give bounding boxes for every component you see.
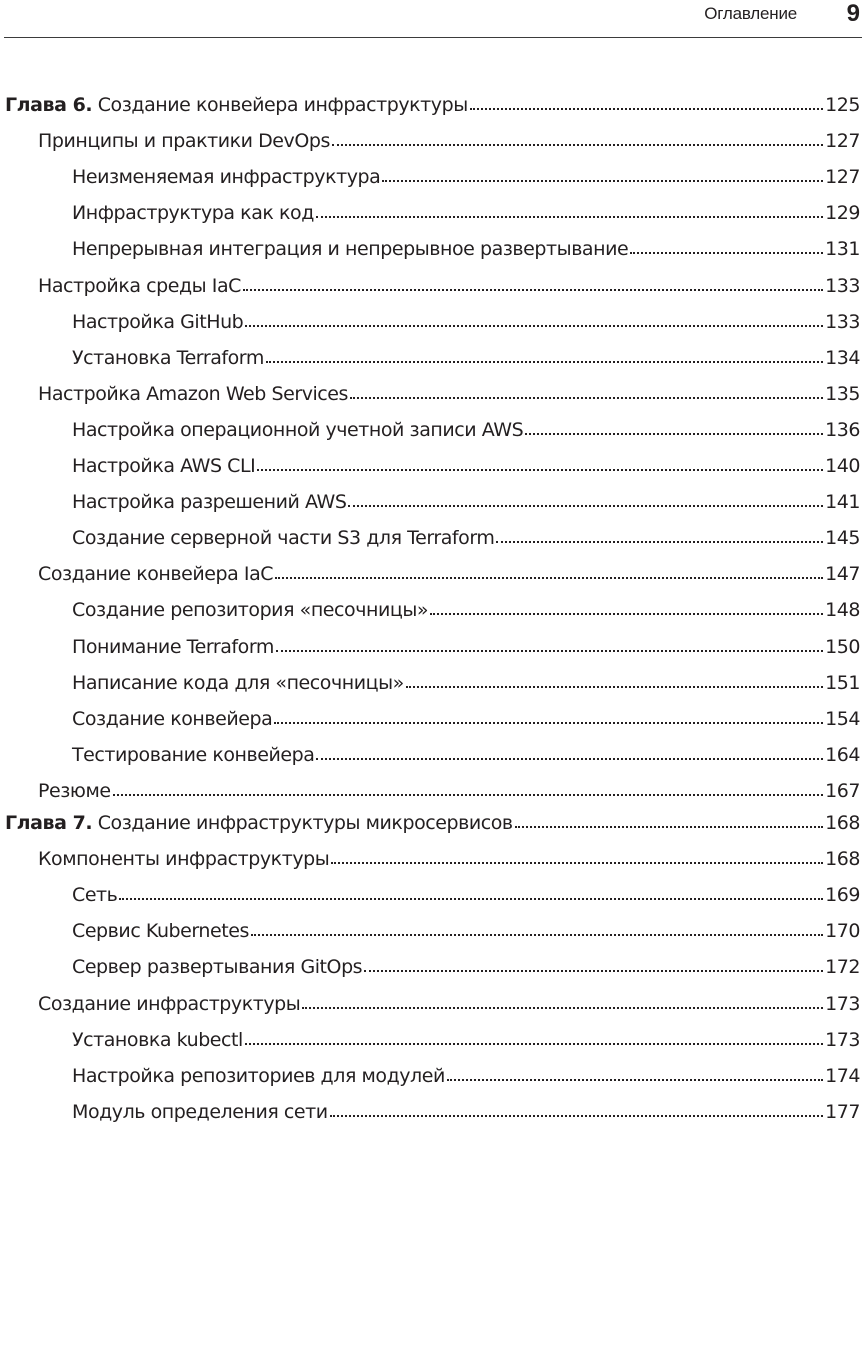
toc-subsection-entry[interactable] [72, 339, 860, 369]
toc-subsection-entry[interactable] [72, 700, 860, 730]
header-section-title: Оглавление [704, 4, 797, 23]
toc-entry-title: Сервер развертывания GitOps [72, 956, 363, 978]
dot-leader [382, 180, 823, 182]
toc-entry-title: Неизменяемая инфраструктура [72, 166, 381, 188]
toc-subsection-entry[interactable] [72, 1057, 860, 1087]
toc-subsection-entry[interactable] [72, 483, 860, 513]
toc-section-entry[interactable] [38, 375, 860, 405]
toc-entry-title: Настройка операционной учетной записи AWS [72, 419, 524, 441]
dot-leader [302, 1007, 823, 1009]
toc-page-number: 127 [825, 166, 860, 188]
toc-subsection-entry[interactable] [72, 591, 860, 621]
toc-page-number: 169 [825, 884, 860, 906]
toc-section-entry[interactable] [38, 122, 860, 152]
toc-subsection-entry[interactable] [72, 736, 860, 766]
toc-entry-title: Тестирование конвейера [72, 744, 315, 766]
dot-leader [430, 613, 823, 615]
toc-entry-title: Резюме [38, 780, 111, 802]
dot-leader [257, 469, 823, 471]
toc-entry-title: Установка kubectl [72, 1029, 243, 1051]
toc-subsection-entry[interactable] [72, 1093, 860, 1123]
toc-entry-title: Сервис Kubernetes [72, 920, 249, 942]
toc-chapter-prefix: Глава 7. [5, 812, 93, 834]
toc-section-entry[interactable] [38, 772, 860, 802]
toc-chapter-prefix: Глава 6. [5, 94, 93, 116]
dot-leader [330, 1115, 823, 1117]
toc-subsection-entry[interactable] [72, 447, 860, 477]
toc-page-number: 174 [825, 1065, 860, 1087]
toc-entry-title: Написание кода для «песочницы» [72, 672, 404, 694]
toc-subsection-entry[interactable] [72, 411, 860, 441]
toc-entry-title: Настройка AWS CLI [72, 455, 256, 477]
toc-entry-title: Инфраструктура как код [72, 202, 314, 224]
toc-page-number: 168 [825, 812, 860, 834]
dot-leader [276, 650, 823, 652]
toc-page-number: 131 [825, 238, 860, 260]
dot-leader [630, 252, 823, 254]
toc-entry-title: Принципы и практики DevOps [38, 130, 330, 152]
toc-page-number: 141 [825, 491, 860, 513]
toc-chapter-name: Создание конвейера инфраструктуры [92, 94, 468, 116]
toc-entry-title: Настройка репозиториев для модулей [72, 1065, 445, 1087]
dot-leader [470, 108, 823, 110]
toc-entry-title: Создание репозитория «песочницы» [72, 599, 429, 621]
toc-page-number: 172 [825, 956, 860, 978]
dot-leader [348, 505, 823, 507]
toc-chapter-heading[interactable] [5, 804, 860, 834]
toc-chapter-name: Создание инфраструктуры микросервисов [92, 812, 513, 834]
toc-page-number: 147 [825, 563, 860, 585]
toc-page-number: 133 [825, 275, 860, 297]
dot-leader [496, 541, 823, 543]
dot-leader [316, 216, 823, 218]
toc-subsection-entry[interactable] [72, 194, 860, 224]
toc-entry-title: Компоненты инфраструктуры [38, 848, 330, 870]
toc-subsection-entry[interactable] [72, 158, 860, 188]
dot-leader [316, 758, 823, 760]
toc-page-number: 151 [825, 672, 860, 694]
toc-subsection-entry[interactable] [72, 912, 860, 942]
toc-entry-title: Непрерывная интеграция и непрерывное развертывание [72, 238, 629, 260]
dot-leader [406, 686, 823, 688]
toc-chapter-title [5, 94, 468, 116]
toc-entry-title: Установка Terraform [72, 347, 264, 369]
toc-page-number: 150 [825, 636, 860, 658]
toc-subsection-entry[interactable] [72, 303, 860, 333]
toc-page-number: 125 [825, 94, 860, 116]
toc-entry-title: Настройка среды IaC [38, 275, 241, 297]
toc-subsection-entry[interactable] [72, 664, 860, 694]
dot-leader [332, 144, 823, 146]
toc-page-number: 170 [825, 920, 860, 942]
toc-entry-title: Создание серверной части S3 для Terraform [72, 527, 495, 549]
dot-leader [447, 1079, 823, 1081]
toc-page-number: 177 [825, 1101, 860, 1123]
toc-page-number: 154 [825, 708, 860, 730]
dot-leader [251, 934, 823, 936]
dot-leader [525, 433, 823, 435]
toc-section-entry[interactable] [38, 267, 860, 297]
toc-chapter-heading[interactable] [5, 86, 860, 116]
toc-page-number: 129 [825, 202, 860, 224]
dot-leader [515, 826, 823, 828]
toc-entry-title: Модуль определения сети [72, 1101, 328, 1123]
dot-leader [350, 397, 823, 399]
toc-page-number: 167 [825, 780, 860, 802]
toc-subsection-entry[interactable] [72, 519, 860, 549]
dot-leader [245, 325, 823, 327]
toc-subsection-entry[interactable] [72, 628, 860, 658]
toc-page-number: 127 [825, 130, 860, 152]
dot-leader [243, 289, 823, 291]
dot-leader [245, 1043, 823, 1045]
header-page-number: 9 [846, 0, 860, 27]
toc-page-number: 173 [825, 993, 860, 1015]
toc-page-number: 136 [825, 419, 860, 441]
toc-subsection-entry[interactable] [72, 1021, 860, 1051]
toc-entry-title: Понимание Terraform [72, 636, 274, 658]
dot-leader [266, 361, 823, 363]
toc-entry-title: Создание конвейера [72, 708, 273, 730]
toc-page-number: 140 [825, 455, 860, 477]
toc-page-number: 134 [825, 347, 860, 369]
toc-page-number: 145 [825, 527, 860, 549]
toc-entry-title: Сеть [72, 884, 118, 906]
header-divider [4, 37, 862, 38]
toc-entry-title: Настройка GitHub [72, 311, 244, 333]
toc-section-entry[interactable] [38, 985, 860, 1015]
dot-leader [119, 898, 823, 900]
toc-page-number: 173 [825, 1029, 860, 1051]
toc-section-entry[interactable] [38, 555, 860, 585]
toc-entry-title: Настройка Amazon Web Services [38, 383, 348, 405]
toc-subsection-entry[interactable] [72, 948, 860, 978]
dot-leader [113, 794, 824, 796]
toc-page-number: 164 [825, 744, 860, 766]
toc-page-number: 168 [825, 848, 860, 870]
toc-section-entry[interactable] [38, 840, 860, 870]
toc-subsection-entry[interactable] [72, 230, 860, 260]
running-header [0, 0, 864, 38]
toc-entry-title: Создание инфраструктуры [38, 993, 301, 1015]
toc-page-number: 135 [825, 383, 860, 405]
toc-entry-title: Настройка разрешений AWS [72, 491, 347, 513]
dot-leader [274, 722, 823, 724]
toc-page-number: 148 [825, 599, 860, 621]
toc-entry-title: Создание конвейера IaC [38, 563, 274, 585]
toc-page-number: 133 [825, 311, 860, 333]
dot-leader [331, 862, 823, 864]
dot-leader [275, 577, 823, 579]
toc-subsection-entry[interactable] [72, 876, 860, 906]
dot-leader [364, 970, 823, 972]
toc-chapter-title [5, 812, 513, 834]
